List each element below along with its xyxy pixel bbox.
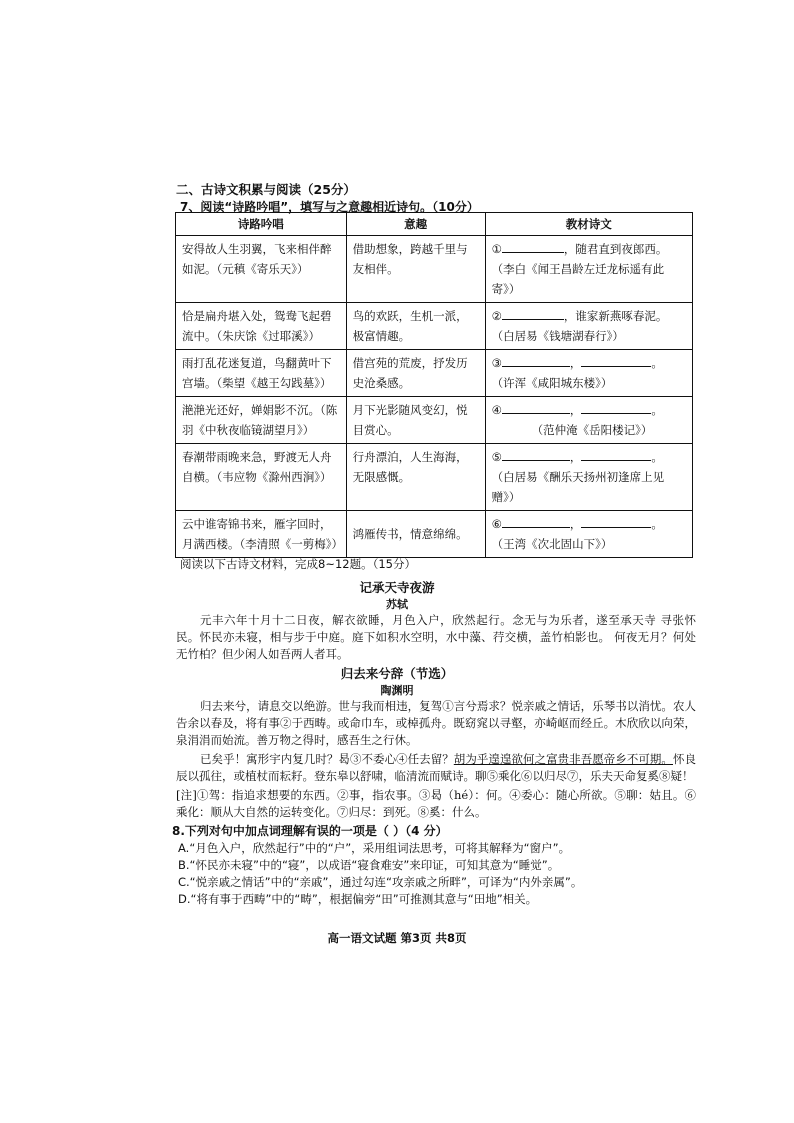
answer-blank[interactable] xyxy=(502,306,564,320)
answer-mid: ， xyxy=(569,403,582,417)
page-footer: 高一语文试题 第3页 共8页 xyxy=(327,931,467,945)
text2-paragraph-1: 归去来兮，请息交以绝游。世与我而相违，复驾①言兮焉求？悦亲戚之情话，乐琴书以消忧。农人告余以春及，将有事②于西畴。或命巾车，或棹孤舟。既窈窕以寻壑，亦崎岖而经丘。木欣欣以向荣，泉涓涓而始流。善万物之得时，感吾生之行休。 xyxy=(176,699,696,747)
text2-author: 陶渊明 xyxy=(380,684,414,697)
answer-blank[interactable] xyxy=(581,353,651,367)
answer-source: （范仲淹《岳阳楼记》） xyxy=(531,423,653,437)
answer-end: 。 xyxy=(651,517,663,531)
poem-table xyxy=(175,212,693,558)
answer-end: 。 xyxy=(651,356,663,370)
row-answer xyxy=(485,303,692,350)
answer-blank[interactable] xyxy=(581,400,651,414)
answer-blank[interactable] xyxy=(581,514,651,528)
option-a[interactable]: A.“月色入户，欣然起行”中的“户”，采用组词法思考，可将其解释为“窗户”。 xyxy=(178,841,571,855)
text1-body: 元丰六年十月十二日夜，解衣欲睡，月色入户，欣然起行。念无与为乐者，遂至承天寺 寻张怀民。怀民亦未寝，相与步于中庭。庭下如积水空明，水中藻、荇交横，盖竹柏影也。 何夜无月？何处无竹柏？但少闲人如吾两人者耳。 xyxy=(176,613,696,661)
table-row xyxy=(176,303,693,350)
row-meaning: 借助想象，跨越千里与友相伴。 xyxy=(346,236,485,303)
header-meaning: 意趣 xyxy=(346,213,485,236)
answer-mid: ， xyxy=(569,450,582,464)
row-poem: 云中谁寄锦书来，雁字回时，月满西楼。（李清照《一剪梅》） xyxy=(176,511,347,558)
answer-blank[interactable] xyxy=(581,447,651,461)
answer-end: 。 xyxy=(651,450,663,464)
text1-title: 记承天寺夜游 xyxy=(359,580,435,595)
question-7-prompt: 7、阅读“诗路吟唱”，填写与之意趣相近诗句。（10分） xyxy=(180,200,479,214)
reading-intro: 阅读以下古诗文材料，完成8~12题。（15分） xyxy=(180,557,416,571)
row-answer xyxy=(485,444,692,511)
row-meaning: 月下光影随风变幻，悦目赏心。 xyxy=(346,397,485,444)
answer-source: （李白《闻王昌龄左迁龙标遥有此寄》） xyxy=(491,262,665,296)
answer-blank[interactable] xyxy=(502,514,570,528)
question-8-prompt: 8.下列对句中加点词理解有误的一项是（ ）（4 分） xyxy=(172,824,448,838)
option-b[interactable]: B.“怀民亦未寝”中的“寝”，以成语“寝食难安”来印证，可知其意为“睡觉”。 xyxy=(178,858,560,872)
answer-tail: ，谁家新燕啄春泥。 xyxy=(563,309,668,323)
row-poem: 安得故人生羽翼，飞来相伴醉如泥。（元稹《寄乐天》） xyxy=(176,236,347,303)
text2-p2-start: 已矣乎！寓形宇内复几时？曷③不委心④任去留？ xyxy=(200,752,454,766)
row-poem: 春潮带雨晚来急，野渡无人舟自横。（韦应物《滁州西涧》） xyxy=(176,444,347,511)
row-answer xyxy=(485,350,692,397)
answer-number: ② xyxy=(491,309,502,323)
row-answer xyxy=(485,511,692,558)
row-meaning: 鸟的欢跃，生机一派，极富情趣。 xyxy=(346,303,485,350)
table-row xyxy=(176,350,693,397)
answer-source: （白居易《钱塘湖春行》） xyxy=(491,329,624,343)
row-poem: 雨打乱花迷复道，鸟翻黄叶下宫墙。（柴望《越王勾践墓》） xyxy=(176,350,347,397)
row-poem: 滟滟光还好，婵娟影不沉。（陈羽《中秋夜临镜湖望月》） xyxy=(176,397,347,444)
answer-blank[interactable] xyxy=(502,353,570,367)
header-textbook: 教材诗文 xyxy=(485,213,692,236)
answer-mid: ， xyxy=(569,356,582,370)
answer-blank[interactable] xyxy=(502,239,564,253)
answer-source: （王湾《次北固山下》） xyxy=(491,537,613,551)
answer-tail: ，随君直到夜郎西。 xyxy=(563,242,668,256)
answer-source: （白居易《酬乐天扬州初逢席上见赠》） xyxy=(491,470,665,504)
table-row xyxy=(176,236,693,303)
answer-blank[interactable] xyxy=(502,400,570,414)
row-meaning: 借宫苑的荒废，抒发历史沧桑感。 xyxy=(346,350,485,397)
option-c[interactable]: C.“悦亲戚之情话”中的“亲戚”，通过勾连“攻亲戚之所畔”，可译为“内外亲属”。 xyxy=(178,875,583,889)
answer-mid: ， xyxy=(569,517,582,531)
answer-number: ④ xyxy=(491,403,502,417)
table-row xyxy=(176,511,693,558)
text2-p2-rest: 怀良辰以孤往，或植杖而耘耔。登东皋以舒啸，临清流而赋诗。聊⑤乘化⑥以归尽⑦，乐夫天命复奚⑧疑！ xyxy=(176,752,697,783)
answer-blank[interactable] xyxy=(502,447,570,461)
text2-underlined-sentence: 胡为乎遑遑欲何之富贵非吾愿帝乡不可期。 xyxy=(453,752,673,766)
header-poem: 诗路吟唱 xyxy=(176,213,347,236)
row-meaning: 行舟漂泊，人生海海，无限感慨。 xyxy=(346,444,485,511)
text2-paragraph-2 xyxy=(176,751,696,785)
answer-number: ⑤ xyxy=(491,450,502,464)
row-meaning: 鸿雁传书，情意绵绵。 xyxy=(346,511,485,558)
table-row xyxy=(176,444,693,511)
answer-source: （许浑《咸阳城东楼》） xyxy=(491,376,613,390)
option-d[interactable]: D.“将有事于西畴”中的“畴”，根据偏旁“田”可推测其意与“田地”相关。 xyxy=(178,892,538,906)
section-title: 二、古诗文积累与阅读（25分） xyxy=(176,182,356,197)
text2-notes: [注]①驾：指追求想要的东西。②事，指农事。③曷（hé）：何。④委心：随心所欲。⑤聊：姑且。⑥乘化：顺从大自然的运转变化。⑦归尽：到死。⑧奚：什么。 xyxy=(176,788,696,819)
row-poem: 恰是扁舟堪入处，鸳鸯飞起碧流中。（朱庆馀《过耶溪》） xyxy=(176,303,347,350)
poem-table-header xyxy=(176,213,693,236)
text1-author: 苏轼 xyxy=(386,598,408,611)
table-row xyxy=(176,397,693,444)
answer-end: 。 xyxy=(651,403,663,417)
answer-number: ⑥ xyxy=(491,517,502,531)
answer-number: ③ xyxy=(491,356,502,370)
text2-title: 归去来兮辞（节选） xyxy=(340,666,454,681)
answer-number: ① xyxy=(491,242,502,256)
row-answer xyxy=(485,397,692,444)
row-answer xyxy=(485,236,692,303)
